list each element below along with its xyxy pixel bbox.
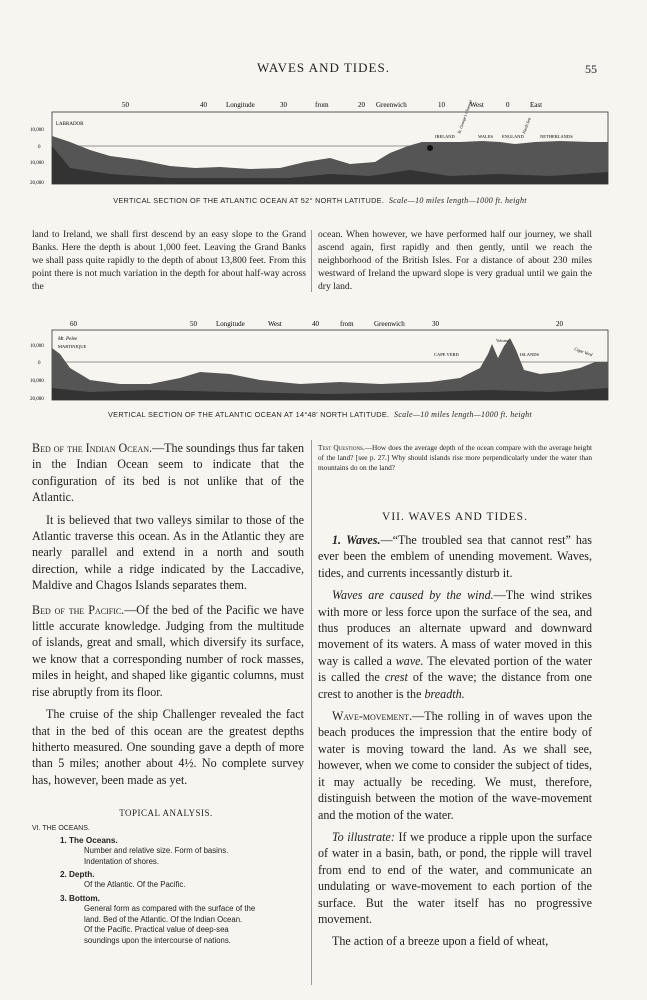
column-divider [311, 440, 312, 985]
indian-heading: Bed of the Indian Ocean. [32, 441, 153, 455]
breadth-term: breadth. [424, 686, 465, 701]
topical-item-1 [60, 836, 305, 867]
section-profile-14n [30, 318, 610, 402]
crest-tail: of the wave; the distance from one crest to another is the [318, 670, 592, 701]
indian-p1: —The soundings thus far taken in the Indian Ocean seem to indicate that the configuration of its bed is not unlike that of the Atlantic. [32, 441, 304, 505]
lon-label: 60 [70, 320, 77, 328]
rock-mark [427, 145, 433, 151]
cause-text: —The wind strikes with more or less force upon the surface of the sea, and thus produces an alternate upward and downward movement of its waters. A mass of water moved in this way is called a [318, 588, 592, 668]
figure-atlantic-52n [30, 98, 610, 188]
topical-item-2 [60, 870, 305, 891]
place-label: Volcano [496, 338, 510, 343]
item-line: land. Bed of the Atlantic. Of the Indian Ocean. [84, 914, 243, 924]
lon-label: 10 [438, 101, 445, 109]
place-label: IRELAND [435, 134, 455, 139]
lon-label: 30 [280, 101, 287, 109]
lon-label: West [470, 101, 484, 109]
topical-section: VI. THE OCEANS. [32, 825, 90, 832]
depth-label: 20,000 [30, 181, 44, 186]
lon-label: 40 [312, 320, 319, 328]
caption-text: VERTICAL SECTION OF THE ATLANTIC OCEAN AT 14°48′ NORTH LATITUDE. [107, 410, 390, 419]
topical-item-3 [60, 894, 305, 946]
item-num: 2. [60, 870, 67, 879]
place-label: MARTINIQUE [58, 344, 87, 349]
lon-label: from [315, 101, 329, 109]
place-label: Mt. Pelee [58, 337, 78, 342]
place-label: ISLANDS [520, 352, 540, 357]
lon-label: 30 [432, 320, 439, 328]
pacific-p1: —Of the bed of the Pacific we have little accurate knowledge. Judging from the multitude of islands, great and small, which diversify its surface, we know that a corresponding number of rock masses, miles in height, and shaped like gigantic columns, must rise abruptly from its floor. [32, 602, 304, 699]
left-column-text [32, 440, 304, 794]
depth-label: 10,000 [30, 161, 44, 166]
lon-label: West [268, 320, 282, 328]
depth-label: 10,000 [30, 379, 44, 384]
lon-label: East [530, 101, 543, 109]
lon-label: 20 [358, 101, 365, 109]
item-head: The Oceans. [69, 836, 118, 845]
test-text: —How does the average depth of the ocean compare with the average height of the land? [see p. 27.] Why should islands rise more perpendicularly under the water than mountains do on the land? [318, 443, 592, 472]
pacific-p2: The cruise of the ship Challenger revealed the fact that in the bed of this ocean are the greatest depths hitherto measured. One sounding gave a depth of more than 5 miles; another about 4½. No complete survey has, however, been made as yet. [32, 707, 304, 787]
test-label: Test Questions. [318, 443, 365, 452]
figure1-caption [30, 196, 610, 205]
waves-word: Waves. [346, 533, 381, 547]
right-column-text [318, 532, 592, 956]
waves-num: 1. [332, 533, 342, 547]
place-label: ENGLAND [502, 134, 524, 139]
place-label: North Sea [521, 116, 532, 135]
item-head: Depth. [69, 870, 95, 879]
item-num: 3. [60, 894, 67, 903]
lon-label: 50 [122, 101, 129, 109]
depth-label: 10,000 [30, 128, 44, 133]
lon-label: 0 [506, 101, 510, 109]
lon-label: 20 [556, 320, 563, 328]
lon-label: Longitude [226, 101, 255, 109]
section-title: VII. WAVES AND TIDES. [382, 511, 528, 523]
place-label: CAPE VERD [434, 352, 459, 357]
place-label: St. George's Channel [456, 99, 474, 135]
lon-label: Greenwich [376, 101, 407, 109]
column-rule [311, 230, 312, 292]
item-line: Indentation of shores. [84, 856, 159, 866]
depth-label: 0 [38, 361, 41, 366]
elev-text: The elevated portion of the water is called the [318, 653, 592, 685]
illus-text: If we produce a ripple upon the surface of water in a basin, bath, or pond, the ripple will travel from end to end of the water, and communicate an undulating or wave-movement to each portion of the surface. But the water itself has no progressive movement. [318, 829, 592, 926]
item-line: Of the Atlantic. Of the Pacific. [84, 880, 186, 890]
figure2-caption [30, 410, 610, 419]
page-number: 55 [585, 62, 597, 76]
section-profile-52n [30, 98, 610, 188]
last-line: The action of a breeze upon a field of wheat, [332, 934, 549, 949]
lon-label: 50 [190, 320, 197, 328]
place-label: WALES [478, 134, 493, 139]
text-block1-right: ocean. When however, we have performed half our journey, we shall ascend again, first rapidly and then gently, until we reach the neighborhood of the British Isles. For a distance of about 230 miles westward of Ireland the upward slope is very gradual until we gain the dry land. [318, 229, 592, 293]
item-num: 1. [60, 836, 67, 845]
lon-label: from [340, 320, 354, 328]
item-line: soundings upon the intercourse of nations. [84, 935, 231, 945]
lon-label: Longitude [216, 320, 245, 328]
depth-label: 20,000 [30, 397, 44, 402]
lon-label: Greenwich [374, 320, 405, 328]
pacific-heading: Bed of the Pacific. [32, 602, 125, 617]
figure-atlantic-14n [30, 318, 610, 402]
running-header: WAVES AND TIDES. [257, 60, 390, 75]
topical-analysis-title: TOPICAL ANALYSIS. [119, 808, 213, 818]
wm-text: —The rolling in of waves upon the beach produces the impression that the entire body of water is moving toward the land. As we shall see, however, when we come to consider the subject of tides, it may actually be receding. We must, therefore, distinguish between the motion of the wave-movement and the motion of the water. [318, 709, 592, 822]
item-line: Of the Pacific. Practical value of deep-sea [84, 925, 229, 935]
depth-label: 0 [38, 145, 41, 150]
place-label: LABRADOR [56, 122, 84, 127]
place-label: NETHERLANDS [540, 134, 573, 139]
text-block1-left: land to Ireland, we shall first descend by an easy slope to the Grand Banks. Here the depth is about 1,000 feet. Leaving the Grand Banks we shall pass quite rapidly to the depth of about 13,800 feet. From this point there is not much variation in the depth for about half-way across the [32, 229, 306, 293]
lon-label: 40 [200, 101, 207, 109]
waves-p1: —“The troubled sea that cannot rest” has ever been the emblem of unending movement. Waves, tides, and currents incessantly disturb it. [318, 533, 592, 580]
wave-term: wave. [395, 653, 424, 668]
caption-scale: Scale—10 miles length—1000 ft. height [394, 410, 532, 419]
wm-heading: Wave-movement. [332, 709, 413, 724]
place-label: Cape Verd [573, 346, 593, 358]
test-questions [318, 443, 592, 473]
depth-label: 10,000 [30, 344, 44, 349]
illus-italic: To illustrate: [332, 829, 395, 844]
item-head: Bottom. [69, 894, 100, 903]
caption-text: VERTICAL SECTION OF THE ATLANTIC OCEAN AT 52° NORTH LATITUDE. [113, 196, 385, 205]
item-line: Number and relative size. Form of basins. [84, 846, 229, 856]
caption-scale: Scale—10 miles length—1000 ft. height [388, 196, 527, 205]
item-line: General form as compared with the surface of the [84, 904, 256, 914]
indian-p2: It is believed that two valleys similar to those of the Atlantic traverse this ocean. As in the Atlantic they are nearly parallel and extend in a north and south direction, while a ridge indicated by the Laccadive, Maldive and Chagos Islands separates them. [32, 512, 304, 593]
cause-italic: Waves are caused by the wind. [332, 588, 494, 603]
crest-term: crest [384, 670, 408, 685]
